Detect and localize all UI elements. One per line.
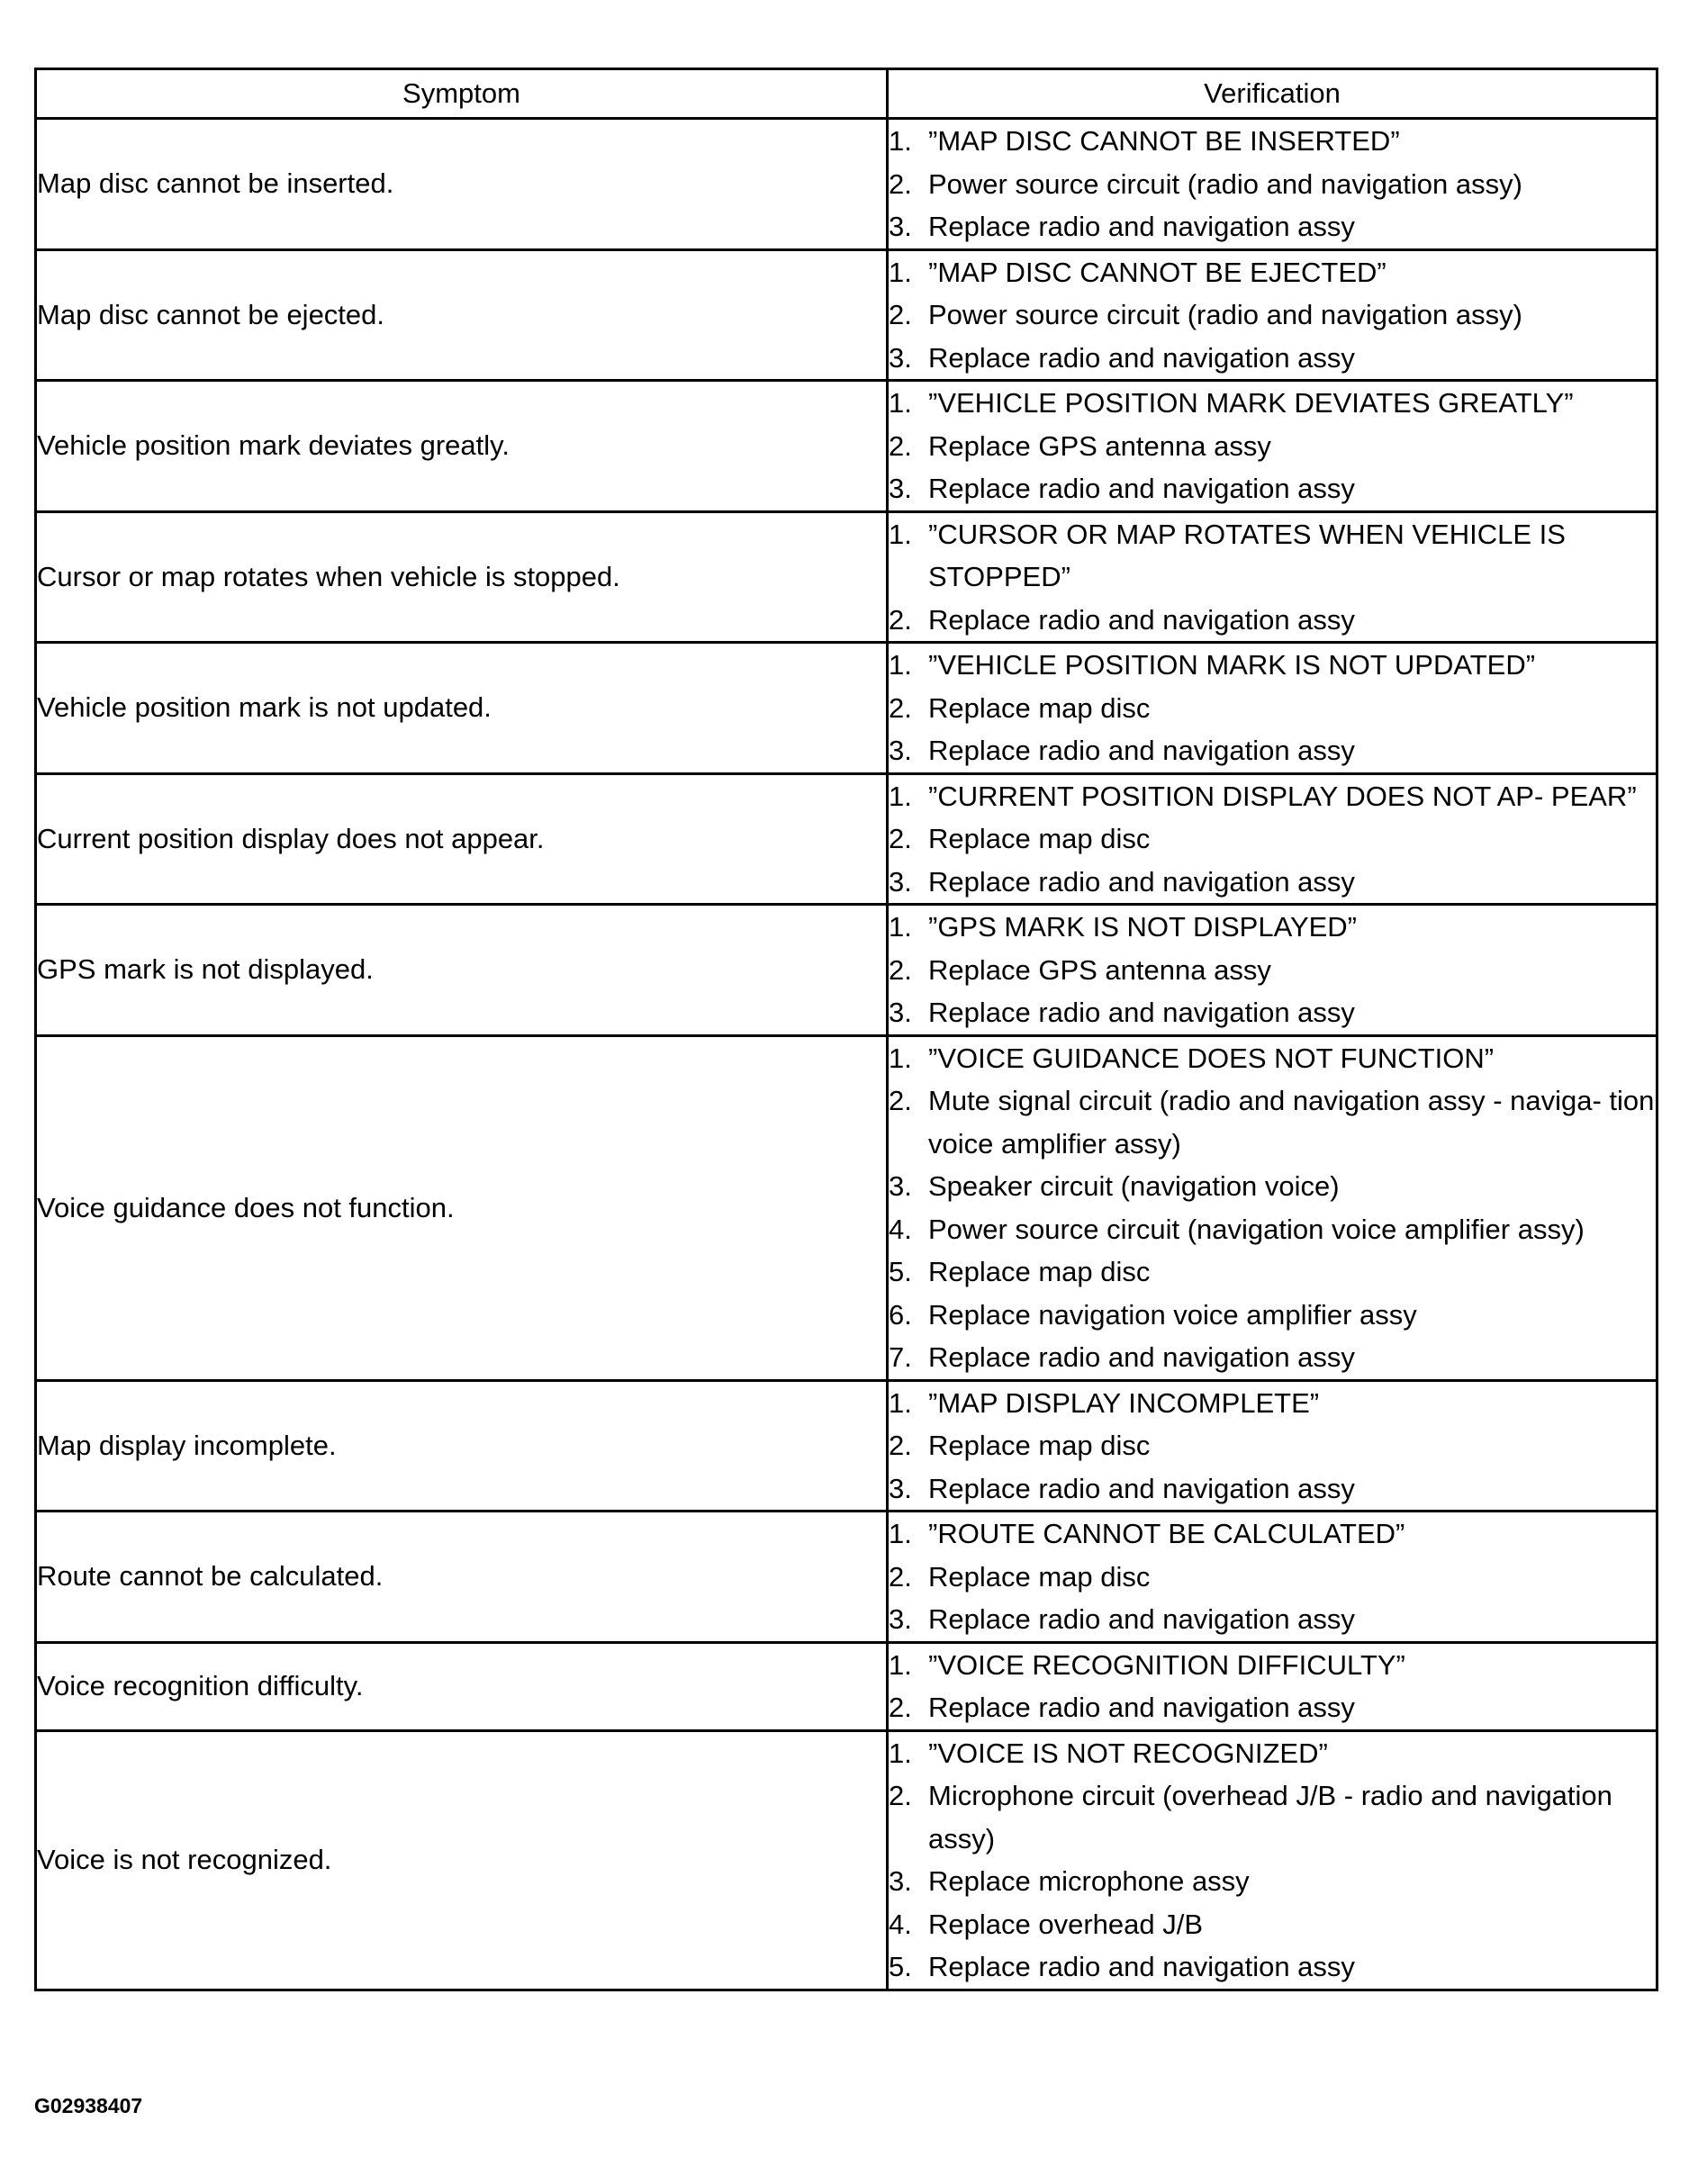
step-number: 1. [889, 1518, 912, 1549]
table-body [36, 119, 1657, 1990]
step-text: Replace radio and navigation assy [928, 865, 1355, 898]
step-number: 4. [889, 1908, 912, 1940]
verification-step [889, 949, 1656, 992]
step-text: Power source circuit (radio and navigation assy) [928, 299, 1522, 330]
verification-step [889, 687, 1656, 730]
header-row [36, 69, 1657, 119]
step-text: Replace radio and navigation assy [928, 211, 1355, 242]
verification-steps [889, 1732, 1656, 1989]
verification-step [889, 251, 1656, 294]
step-text: Replace map disc [928, 1256, 1151, 1287]
verification-cell [888, 1512, 1657, 1643]
verification-step [889, 1079, 1656, 1165]
step-number: 1. [889, 1386, 912, 1419]
figure-code: G02938407 [34, 2094, 143, 2117]
step-number: 3. [889, 211, 912, 242]
step-number: 3. [889, 1170, 912, 1202]
symptom-cell: Map disc cannot be ejected. [36, 249, 888, 381]
step-number: 1. [889, 1042, 912, 1074]
step-number: 2. [889, 691, 912, 724]
step-text: Replace navigation voice amplifier assy [928, 1298, 1417, 1331]
step-text: Replace map disc [928, 1430, 1151, 1461]
symptom-cell: Voice recognition difficulty. [36, 1642, 888, 1730]
verification-step [889, 1165, 1656, 1208]
step-number: 6. [889, 1298, 912, 1331]
verification-steps [889, 120, 1656, 248]
verification-step [889, 861, 1656, 904]
verification-step [889, 1644, 1656, 1687]
step-text: Replace radio and navigation assy [928, 1472, 1355, 1504]
verification-step [889, 729, 1656, 772]
verification-cell [888, 249, 1657, 381]
step-text: Replace radio and navigation assy [928, 473, 1355, 504]
verification-steps [889, 644, 1656, 772]
verification-step [889, 1250, 1656, 1294]
verification-step [889, 120, 1656, 163]
step-text: Replace microphone assy [928, 1865, 1250, 1897]
verification-cell [888, 1380, 1657, 1512]
step-text: Replace map disc [928, 823, 1151, 854]
step-number: 3. [889, 735, 912, 766]
step-number: 1. [889, 518, 912, 550]
step-text: Replace radio and navigation assy [928, 1341, 1355, 1373]
verification-cell [888, 1642, 1657, 1730]
verification-steps [889, 513, 1656, 642]
step-text: ”CURSOR OR MAP ROTATES WHEN VEHICLE IS STOPPED” [928, 518, 1566, 592]
step-text: Replace radio and navigation assy [928, 1603, 1355, 1635]
verification-step [889, 817, 1656, 861]
step-number: 2. [889, 429, 912, 462]
verification-step [889, 1294, 1656, 1337]
verification-step [889, 382, 1656, 425]
verification-step [889, 1686, 1656, 1729]
verification-step [889, 467, 1656, 510]
step-text: ”VOICE IS NOT RECOGNIZED” [928, 1737, 1328, 1769]
step-number: 5. [889, 1951, 912, 1982]
step-number: 1. [889, 387, 912, 419]
table-row [36, 249, 1657, 381]
symptom-column-header: Symptom [36, 69, 888, 119]
step-number: 1. [889, 1737, 912, 1769]
step-number: 1. [889, 911, 912, 943]
verification-step [889, 1556, 1656, 1599]
step-number: 1. [889, 125, 912, 157]
step-number: 3. [889, 473, 912, 504]
table-row [36, 1730, 1657, 1990]
step-text: Power source circuit (navigation voice amplifier assy) [928, 1213, 1585, 1245]
verification-step [889, 1037, 1656, 1080]
verification-steps [889, 382, 1656, 510]
symptom-cell: Map display incomplete. [36, 1380, 888, 1512]
step-text: Replace radio and navigation assy [928, 735, 1355, 766]
symptom-cell: Voice guidance does not function. [36, 1035, 888, 1380]
verification-step [889, 991, 1656, 1034]
symptom-cell: Route cannot be calculated. [36, 1512, 888, 1643]
step-text: ”ROUTE CANNOT BE CALCULATED” [928, 1518, 1405, 1549]
verification-cell [888, 119, 1657, 250]
verification-cell [888, 381, 1657, 512]
table-row [36, 119, 1657, 250]
verification-step [889, 1336, 1656, 1379]
symptom-cell: Map disc cannot be inserted. [36, 119, 888, 250]
step-text: ”VEHICLE POSITION MARK IS NOT UPDATED” [928, 649, 1536, 681]
step-number: 2. [889, 167, 912, 200]
verification-step [889, 513, 1656, 599]
verification-steps [889, 251, 1656, 380]
step-number: 3. [889, 1603, 912, 1635]
table-row [36, 1380, 1657, 1512]
step-number: 2. [889, 953, 912, 986]
symptom-cell: Vehicle position mark is not updated. [36, 643, 888, 774]
step-text: ”MAP DISPLAY INCOMPLETE” [928, 1386, 1320, 1419]
step-number: 2. [889, 299, 912, 330]
verification-step [889, 1467, 1656, 1511]
verification-cell [888, 1730, 1657, 1990]
step-number: 3. [889, 997, 912, 1028]
verification-steps [889, 1644, 1656, 1729]
verification-steps [889, 1512, 1656, 1641]
step-text: ”VOICE GUIDANCE DOES NOT FUNCTION” [928, 1042, 1495, 1074]
step-number: 2. [889, 603, 912, 636]
step-text: ”MAP DISC CANNOT BE EJECTED” [928, 256, 1386, 288]
symptom-cell: GPS mark is not displayed. [36, 905, 888, 1036]
verification-step [889, 1208, 1656, 1251]
step-text: Speaker circuit (navigation voice) [928, 1170, 1340, 1202]
table-row [36, 511, 1657, 643]
step-text: Replace map disc [928, 691, 1151, 724]
verification-step [889, 1382, 1656, 1425]
step-text: Replace GPS antenna assy [928, 953, 1271, 986]
verification-cell [888, 643, 1657, 774]
step-number: 3. [889, 1865, 912, 1897]
verification-step [889, 599, 1656, 642]
step-text: Power source circuit (radio and navigation assy) [928, 167, 1522, 200]
step-text: Replace overhead J/B [928, 1908, 1204, 1940]
step-number: 2. [889, 1780, 912, 1811]
verification-step [889, 163, 1656, 206]
step-number: 3. [889, 1472, 912, 1504]
table-row [36, 1035, 1657, 1380]
step-number: 1. [889, 1648, 912, 1681]
symptom-cell: Cursor or map rotates when vehicle is stopped. [36, 511, 888, 643]
verification-steps [889, 906, 1656, 1034]
verification-cell [888, 905, 1657, 1036]
verification-steps [889, 775, 1656, 904]
table-row [36, 905, 1657, 1036]
verification-step [889, 906, 1656, 949]
verification-steps [889, 1382, 1656, 1511]
step-text: Replace radio and navigation assy [928, 1692, 1355, 1723]
step-number: 1. [889, 780, 912, 812]
symptom-cell: Voice is not recognized. [36, 1730, 888, 1990]
symptom-verification-table [34, 68, 1658, 1991]
table-row [36, 643, 1657, 774]
verification-step [889, 775, 1656, 818]
verification-step [889, 1424, 1656, 1467]
step-number: 5. [889, 1256, 912, 1287]
step-number: 2. [889, 1085, 912, 1116]
verification-step [889, 1945, 1656, 1989]
verification-steps [889, 1037, 1656, 1379]
step-text: Replace radio and navigation assy [928, 1951, 1355, 1982]
step-number: 7. [889, 1341, 912, 1373]
verification-cell [888, 773, 1657, 905]
step-text: ”VEHICLE POSITION MARK DEVIATES GREATLY” [928, 387, 1574, 419]
verification-column-header: Verification [888, 69, 1657, 119]
step-text: ”GPS MARK IS NOT DISPLAYED” [928, 911, 1358, 943]
step-number: 2. [889, 1430, 912, 1461]
step-text: Microphone circuit (overhead J/B - radio and navigation assy) [928, 1780, 1612, 1855]
verification-step [889, 1774, 1656, 1860]
verification-step [889, 337, 1656, 380]
step-text: Replace GPS antenna assy [928, 429, 1271, 462]
verification-step [889, 293, 1656, 337]
step-number: 4. [889, 1213, 912, 1245]
verification-step [889, 1860, 1656, 1903]
step-number: 1. [889, 649, 912, 681]
symptom-cell: Current position display does not appear. [36, 773, 888, 905]
step-text: Replace map disc [928, 1560, 1151, 1593]
step-number: 2. [889, 1560, 912, 1593]
symptom-cell: Vehicle position mark deviates greatly. [36, 381, 888, 512]
step-text: ”CURRENT POSITION DISPLAY DOES NOT AP- PEAR” [928, 780, 1637, 812]
step-number: 2. [889, 1692, 912, 1723]
step-number: 1. [889, 256, 912, 288]
step-text: Replace radio and navigation assy [928, 603, 1355, 636]
table-row [36, 1512, 1657, 1643]
verification-cell [888, 1035, 1657, 1380]
step-number: 2. [889, 823, 912, 854]
verification-step [889, 1732, 1656, 1775]
verification-step [889, 205, 1656, 248]
verification-step [889, 1598, 1656, 1641]
verification-cell [888, 511, 1657, 643]
verification-step [889, 644, 1656, 687]
step-number: 3. [889, 865, 912, 898]
table-row [36, 381, 1657, 512]
step-text: Mute signal circuit (radio and navigation assy - naviga- tion voice amplifier assy) [928, 1085, 1655, 1160]
step-text: ”MAP DISC CANNOT BE INSERTED” [928, 125, 1400, 157]
table-row [36, 773, 1657, 905]
step-text: ”VOICE RECOGNITION DIFFICULTY” [928, 1648, 1405, 1681]
step-text: Replace radio and navigation assy [928, 341, 1355, 374]
step-number: 3. [889, 341, 912, 374]
verification-step [889, 425, 1656, 468]
verification-step [889, 1512, 1656, 1556]
step-text: Replace radio and navigation assy [928, 997, 1355, 1028]
verification-step [889, 1903, 1656, 1946]
table-row [36, 1642, 1657, 1730]
